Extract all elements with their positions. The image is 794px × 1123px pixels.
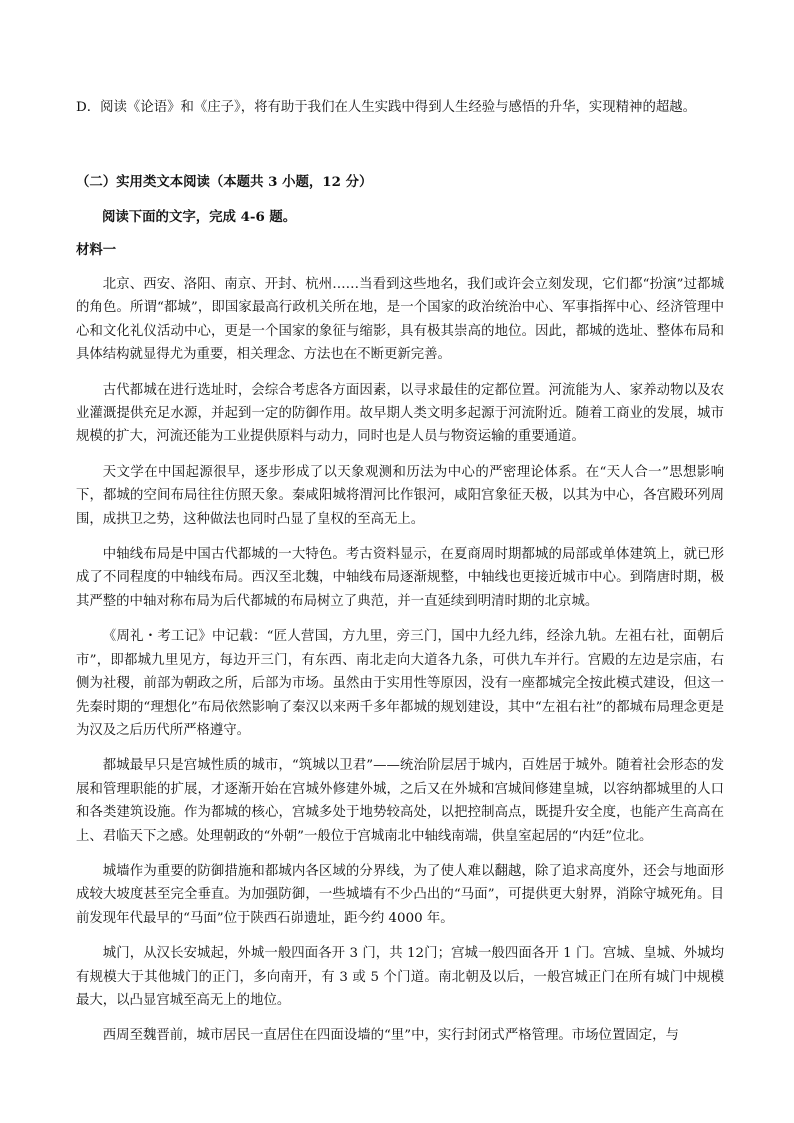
reading-instruction: 阅读下面的文字，完成 4-6 题。 — [102, 209, 297, 225]
paragraph: 城墙作为重要的防御措施和都城内各区域的分界线，为了使人难以翻越，除了追求高度外，还会与地面形成较大坡度甚至完全垂直。为加强防御，一些城墙有不少凸出的“马面”，可提供更大射界，消除守城死角。目前发现年代最早的“马面”位于陕西石峁遗址，距今约 4000 年。 — [76, 863, 724, 926]
option-d: D．阅读《论语》和《庄子》，将有助于我们在人生实践中得到人生经验与感悟的升华，实现精神的超越。 — [76, 100, 697, 115]
paragraph: 《周礼・考工记》中记载：“匠人营国，方九里，旁三门，国中九经九纬，经涂九轨。左祖右社，面朝后市”，即都城九里见方，每边开三门，有东西、南北走向大道各九条，可供九车并行。宫殿的左边是宗庙，右侧为社稷，前部为朝政之所，后部为市场。虽然由于实用性等原因，没有一座都城完全按此模式建设，但这一先秦时期的“理想化”布局依然影响了秦汉以来两千多年都城的规划建设，其中“左祖右社”的都城布局理念更是为汉及之后历代所严格遵守。 — [76, 629, 724, 738]
section-title: （二）实用类文本阅读（本题共 3 小题，12 分） — [76, 174, 373, 190]
paragraph: 城门，从汉长安城起，外城一般四面各开 3 门，共 12门；宫城一般四面各开 1 门。宫城、皇城、外城均有规模大于其他城门的正门，多向南开，有 3 或 5 个门道。南北朝及以后，一般宫城正门在所有城门中规模最大，以凸显宫城至高无上的地位。 — [76, 946, 724, 1008]
paragraph: 中轴线布局是中国古代都城的一大特色。考古资料显示，在夏商周时期都城的局部或单体建筑上，就已形成了不同程度的中轴线布局。西汉至北魏，中轴线布局逐渐规整，中轴线也更接近城市中心。到隋唐时期，极其严整的中轴对称布局为后代都城的布局树立了典范，并一直延续到明清时期的北京城。 — [76, 547, 724, 609]
paragraph: 都城最早只是宫城性质的城市，“筑城以卫君”——统治阶层居于城内，百姓居于城外。随着社会形态的发展和管理职能的扩展，才逐渐开始在宫城外修建外城，之后又在外城和宫城间修建皇城，以容纳都城里的人口和各类建筑设施。作为都城的核心，宫城多处于地势较高处，以把控制高点，既提升安全度，也能产生高高在上、君临天下之感。处理朝政的“外朝”一般位于宫城南北中轴线南端，供皇室起居的“内廷”位北。 — [76, 758, 724, 844]
paragraph: 西周至魏晋前，城市居民一直居住在四面设墙的“里”中，实行封闭式严格管理。市场位置固定，与 — [102, 1028, 679, 1044]
paragraph: 北京、西安、洛阳、南京、开封、杭州……当看到这些地名，我们或许会立刻发现，它们都“扮演”过都城的角色。所谓“都城”，即国家最高行政机关所在地，是一个国家的政治统治中心、军事指挥中心、经济管理中心和文化礼仪活动中心，更是一个国家的象征与缩影，具有极其崇高的地位。因此，都城的选址、整体布局和具体结构就显得尤为重要，相关理念、方法也在不断更新完善。 — [76, 277, 724, 363]
material-label: 材料一 — [76, 242, 117, 258]
paragraph: 古代都城在进行选址时，会综合考虑各方面因素，以寻求最佳的定都位置。河流能为人、家养动物以及农业灌溉提供充足水源，并起到一定的防御作用。故早期人类文明多起源于河流附近。随着工商业的发展，城市规模的扩大，河流还能为工业提供原料与动力，同时也是人员与物资运输的重要通道。 — [76, 382, 724, 445]
material-body — [76, 273, 724, 1060]
paragraph: 天文学在中国起源很早，逐步形成了以天象观测和历法为中心的严密理论体系。在“天人合一”思想影响下，都城的空间布局往往仿照天象。秦咸阳城将渭河比作银河，咸阳宫象征天极，以其为中心，各宫殿环列周围，成拱卫之势，这种做法也同时凸显了皇权的至高无上。 — [76, 464, 724, 527]
